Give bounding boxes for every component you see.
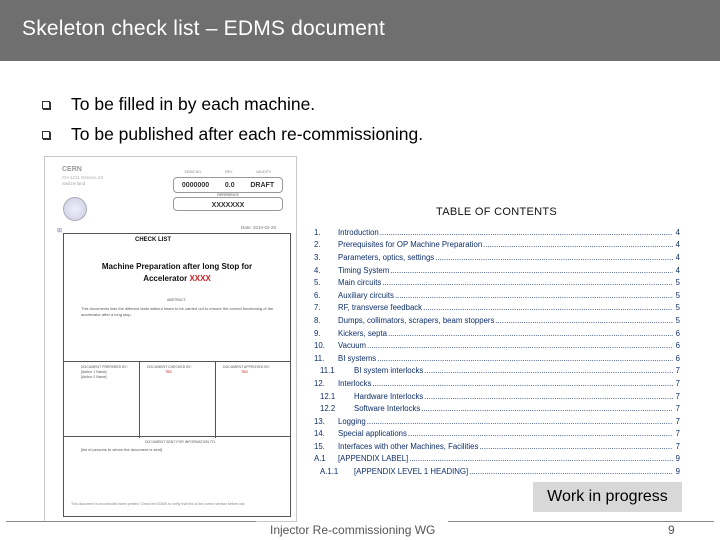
toc-dot-leader (388, 329, 673, 338)
doc-reference-box (173, 193, 283, 211)
bullet-list (42, 89, 423, 149)
doc-validity: DRAFT (250, 181, 275, 189)
toc-entry-number: 10. (314, 341, 325, 351)
doc-checked (147, 365, 192, 375)
toc-entry-number: 8. (314, 315, 321, 325)
doc-id-header: VALIDITY (256, 170, 272, 174)
checkbox-bullet-icon (42, 101, 50, 109)
toc-entry-page: 9 (675, 467, 680, 477)
toc-entry-number: 5. (314, 278, 321, 288)
toc-entry-number: 3. (314, 252, 321, 262)
toc-entry-number: 1. (314, 227, 321, 237)
toc-dot-leader (479, 442, 673, 451)
toc-entry-page: 6 (675, 328, 680, 338)
table-of-contents (314, 226, 680, 478)
toc-entry[interactable] (314, 390, 680, 403)
toc-entry[interactable] (314, 289, 680, 302)
doc-prepared-name: [Author 1 Name] (81, 370, 107, 374)
toc-entry[interactable] (314, 239, 680, 252)
toc-entry-label: BI systems (338, 353, 377, 363)
doc-ref: XXXXXXX (211, 202, 245, 209)
toc-dot-leader (395, 291, 673, 300)
toc-entry-page: 4 (675, 227, 680, 237)
work-in-progress-label: Work in progress (533, 482, 682, 512)
doc-distribution: [list of persons to whom the document is sent] (81, 447, 163, 452)
toc-entry-number: 15. (314, 441, 325, 451)
toc-entry-number: 12.2 (320, 404, 336, 414)
toc-entry-number: 11.1 (320, 366, 335, 376)
toc-dot-leader (409, 454, 673, 463)
cern-logo-icon (63, 197, 87, 221)
toc-dot-leader (421, 404, 673, 413)
doc-approved (223, 365, 270, 375)
toc-entry-page: 6 (675, 353, 680, 363)
toc-dot-leader (495, 316, 673, 325)
toc-entry-label: Auxiliary circuits (338, 290, 394, 300)
doc-ref-label: REFERENCE (217, 193, 239, 197)
toc-dot-leader (423, 303, 673, 312)
toc-entry[interactable] (314, 453, 680, 466)
footer-rule (0, 521, 720, 522)
toc-entry-page: 7 (675, 366, 680, 376)
toc-dot-leader (435, 253, 673, 262)
toc-entry-label: Kickers, septa (338, 328, 387, 338)
toc-entry-label: Hardware Interlocks (354, 391, 424, 401)
toc-entry-page: 4 (675, 240, 680, 250)
toc-entry[interactable] (314, 352, 680, 365)
toc-entry-number: 12. (314, 378, 325, 388)
toc-entry-page: 9 (675, 454, 680, 464)
toc-entry-label: Dumps, collimators, scrapers, beam stoppers (338, 315, 495, 325)
doc-title-line: Machine Preparation after long Stop for (101, 262, 253, 271)
toc-entry-number: 12.1 (320, 391, 336, 401)
doc-address-line: Switzerland (62, 181, 86, 186)
toc-entry-page: 4 (675, 265, 680, 275)
toc-entry[interactable] (314, 314, 680, 327)
footer-rule-right (448, 521, 714, 522)
doc-margin-mark: ⊞ (57, 228, 63, 234)
document-thumbnail (44, 156, 297, 522)
toc-dot-leader (377, 354, 673, 363)
toc-title: TABLE OF CONTENTS (436, 206, 558, 218)
doc-abstract-label: ABSTRACT: (167, 298, 187, 302)
toc-dot-leader (367, 341, 673, 350)
toc-entry-number: 6. (314, 290, 321, 300)
doc-abstract: This documents lists the different tests without beam to be carried out to ensure the correct functioning of the accelerator after a long stop. (81, 306, 274, 317)
toc-entry-page: 7 (675, 441, 680, 451)
toc-entry-label: Main circuits (338, 278, 382, 288)
bullet-item (42, 119, 423, 149)
grid-divider (139, 362, 140, 438)
toc-entry-page: 5 (675, 290, 680, 300)
toc-entry[interactable] (314, 264, 680, 277)
bullet-text: To be filled in by each machine. (71, 93, 316, 114)
toc-dot-leader (382, 278, 673, 287)
toc-dot-leader (372, 379, 673, 388)
doc-prepared (81, 365, 128, 380)
doc-checked-label: DOCUMENT CHECKED BY: (147, 365, 192, 369)
doc-id-headers (173, 170, 283, 174)
toc-entry-number: 9. (314, 328, 321, 338)
toc-entry-page: 4 (675, 252, 680, 262)
toc-entry-page: 7 (675, 378, 680, 388)
toc-entry-number: 4. (314, 265, 321, 275)
toc-entry-number: 7. (314, 303, 321, 313)
toc-entry-label: Introduction (338, 227, 379, 237)
doc-title-accelerator: Accelerator (143, 274, 188, 283)
toc-entry-label: Special applications (338, 429, 407, 439)
doc-checked-tbd: TBD (165, 370, 172, 374)
toc-entry-number: A.1 (314, 454, 326, 464)
toc-entry-label: Timing System (338, 265, 390, 275)
doc-prepared-label: DOCUMENT PREPARED BY: (81, 365, 128, 369)
toc-entry-page: 7 (675, 391, 680, 401)
toc-entry[interactable] (314, 428, 680, 441)
doc-id-header: EDMS NO. (184, 170, 202, 174)
toc-entry-label: Software Interlocks (354, 404, 421, 414)
doc-org: CERN (62, 166, 82, 173)
toc-dot-leader (483, 240, 673, 249)
toc-entry-page: 5 (675, 315, 680, 325)
toc-entry-label: BI system interlocks (354, 366, 424, 376)
toc-entry[interactable] (314, 415, 680, 428)
toc-dot-leader (469, 467, 673, 476)
toc-entry-page: 7 (675, 404, 680, 414)
toc-entry[interactable] (314, 377, 680, 390)
toc-entry-number: 13. (314, 416, 325, 426)
doc-title-line (67, 273, 287, 285)
doc-footer-note: This document is uncontrolled when printed. Check the EDMS to verify that this is the correct version before use. (71, 502, 246, 506)
toc-entry[interactable] (314, 402, 680, 415)
toc-entry-page: 5 (675, 303, 680, 313)
toc-entry[interactable] (314, 302, 680, 315)
doc-date: Date: 2010-02-28 (241, 225, 277, 230)
toc-dot-leader (380, 228, 673, 237)
title-bar (0, 0, 720, 61)
toc-entry-label: Interlocks (338, 378, 372, 388)
doc-rev: 0.0 (224, 181, 235, 189)
toc-entry-label: [APPENDIX LABEL] (338, 454, 409, 464)
toc-entry-label: Interfaces with other Machines, Facilities (338, 441, 479, 451)
toc-entry-label: Parameters, optics, settings (338, 252, 435, 262)
doc-address (62, 175, 103, 187)
doc-address-line: CH-1211 Geneva 23 (62, 175, 103, 180)
toc-entry-number: 2. (314, 240, 321, 250)
toc-dot-leader (424, 392, 673, 401)
toc-entry[interactable] (314, 440, 680, 453)
doc-main-title (67, 261, 287, 285)
doc-id-box (173, 177, 283, 193)
toc-dot-leader (424, 366, 673, 375)
toc-entry[interactable] (314, 339, 680, 352)
toc-entry-page: 5 (675, 278, 680, 288)
toc-entry-label: Prerequisites for OP Machine Preparation (338, 240, 483, 250)
toc-entry[interactable] (314, 465, 680, 478)
toc-entry[interactable] (314, 327, 680, 340)
toc-entry-number: A.1.1 (320, 467, 339, 477)
doc-check-list-label: CHECK LIST (135, 237, 171, 243)
toc-entry-label: RF, transverse feedback (338, 303, 423, 313)
toc-dot-leader (408, 429, 673, 438)
grid-divider (215, 362, 216, 438)
bullet-text: To be published after each re-commissioning. (71, 123, 424, 144)
slide-title: Skeleton check list – EDMS document (22, 17, 385, 40)
doc-approved-label: DOCUMENT APPROVED BY: (223, 365, 270, 369)
doc-id-header: REV. (225, 170, 233, 174)
footer-rule-left (6, 521, 256, 522)
toc-entry[interactable] (314, 365, 680, 378)
doc-edms-no: 0000000 (181, 181, 210, 189)
toc-entry-label: Vacuum (338, 341, 367, 351)
toc-entry[interactable] (314, 251, 680, 264)
doc-approved-tbd: TBD (241, 370, 248, 374)
toc-dot-leader (390, 266, 673, 275)
bullet-item (42, 89, 423, 119)
toc-dot-leader (367, 417, 673, 426)
toc-entry-label: [APPENDIX LEVEL 1 HEADING] (354, 467, 469, 477)
doc-title-x: XXXX (189, 274, 211, 283)
toc-entry-page: 7 (675, 429, 680, 439)
toc-entry-number: 14. (314, 429, 325, 439)
toc-entry-page: 6 (675, 341, 680, 351)
toc-entry-page: 7 (675, 416, 680, 426)
toc-entry[interactable] (314, 226, 680, 239)
doc-distribution-label: DOCUMENT SENT FOR INFORMATION TO: (145, 440, 216, 444)
toc-entry-label: Logging (338, 416, 366, 426)
page-number: 9 (668, 523, 675, 537)
toc-entry[interactable] (314, 276, 680, 289)
toc-entry-number: 11. (314, 353, 325, 363)
doc-prepared-name: [Author 2 Name] (81, 375, 107, 379)
checkbox-bullet-icon (42, 131, 50, 139)
footer-text: Injector Re-commissioning WG (270, 523, 436, 537)
